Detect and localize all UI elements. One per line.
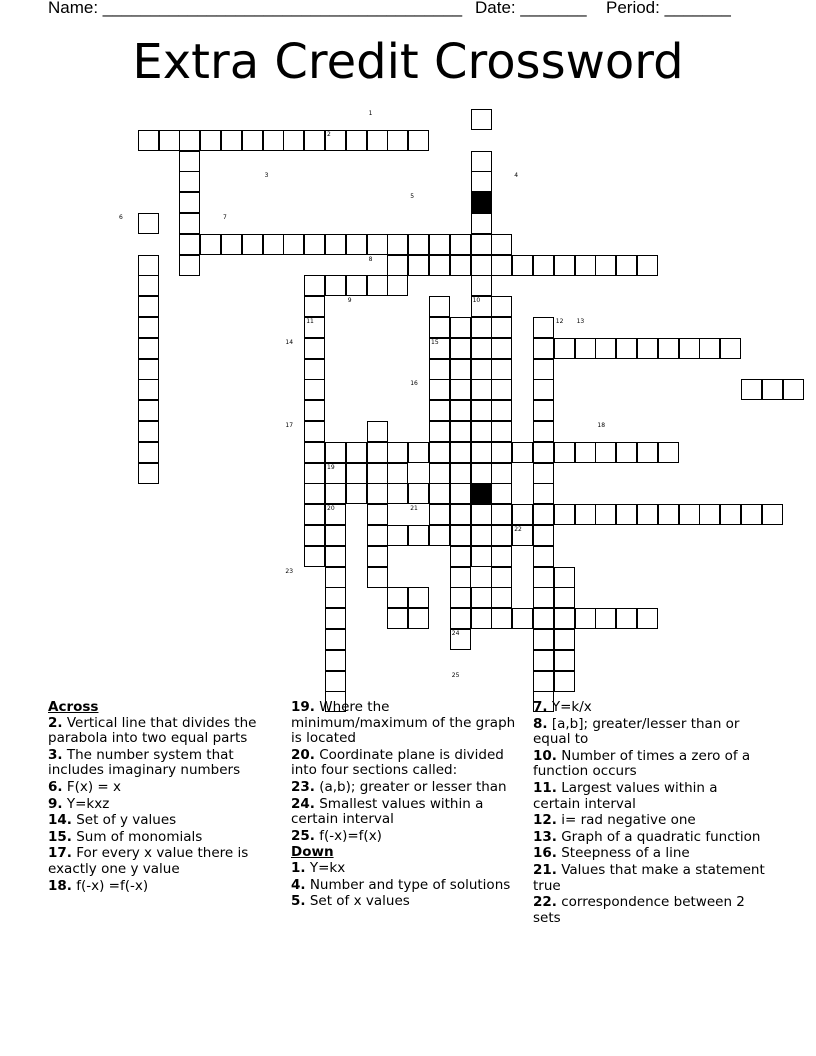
grid-cell[interactable] — [138, 275, 159, 296]
clue-number-5: 5 — [410, 193, 415, 201]
grid-cell[interactable] — [595, 442, 616, 463]
clue-number-17: 17 — [285, 422, 294, 429]
clue-across-6: 6. F(x) = x — [48, 778, 121, 795]
grid-cell[interactable] — [471, 504, 492, 525]
grid-cell[interactable] — [533, 525, 554, 546]
grid-cell[interactable] — [263, 234, 284, 255]
grid-cell[interactable] — [179, 130, 200, 151]
grid-cell[interactable] — [304, 483, 325, 504]
grid-cell[interactable] — [533, 567, 554, 588]
grid-cell[interactable] — [367, 463, 388, 484]
clue-column-2 — [291, 700, 521, 911]
grid-cell[interactable] — [533, 504, 554, 525]
clue-number-9: 9 — [347, 297, 352, 305]
grid-cell[interactable] — [533, 629, 554, 650]
clue-across-20: 20. Coordinate plane is divided into four sections called: — [291, 746, 504, 779]
grid-cell[interactable] — [471, 546, 492, 567]
grid-cell[interactable] — [491, 525, 512, 546]
grid-cell[interactable] — [471, 463, 492, 484]
grid-cell[interactable] — [325, 442, 346, 463]
grid-cell[interactable] — [471, 608, 492, 629]
clue-across-3: 3. The number system that includes imaginary numbers — [48, 746, 241, 779]
clue-down-13: 13. Graph of a quadratic function — [533, 828, 761, 845]
clue-across-2: 2. Vertical line that divides the parabola into two equal parts — [48, 714, 257, 747]
grid-cell[interactable] — [138, 317, 159, 338]
clue-number-19: 19 — [327, 463, 335, 471]
grid-cell[interactable] — [325, 234, 346, 255]
grid-cell[interactable] — [533, 359, 554, 380]
grid-cell[interactable] — [783, 379, 804, 400]
grid-cell[interactable] — [533, 483, 554, 504]
grid-cell[interactable] — [429, 400, 450, 421]
grid-cell[interactable] — [533, 608, 554, 629]
grid-cell[interactable] — [450, 255, 471, 276]
grid-cell[interactable] — [616, 338, 637, 359]
grid-cell[interactable] — [471, 525, 492, 546]
grid-cell[interactable] — [450, 525, 471, 546]
grid-cell[interactable] — [533, 338, 554, 359]
grid-cell[interactable] — [429, 483, 450, 504]
clue-number-14: 14 — [285, 338, 294, 346]
grid-cell[interactable] — [387, 483, 408, 504]
grid-cell[interactable] — [367, 504, 388, 525]
clue-across-23: 23. (a,b); greater or lesser than — [291, 778, 507, 795]
grid-cell[interactable] — [450, 567, 471, 588]
clue-number-8: 8 — [368, 255, 373, 263]
grid-cell[interactable] — [533, 546, 554, 567]
grid-cell[interactable] — [533, 317, 554, 338]
grid-cell[interactable] — [491, 317, 512, 338]
down-heading: Down — [291, 844, 334, 861]
grid-cell[interactable] — [387, 463, 408, 484]
grid-cell[interactable] — [450, 608, 471, 629]
clue-column-1 — [48, 700, 288, 895]
grid-cell[interactable] — [512, 442, 533, 463]
grid-cell[interactable] — [304, 421, 325, 442]
grid-cell[interactable] — [325, 275, 346, 296]
grid-cell[interactable] — [304, 130, 325, 151]
grid-cell[interactable] — [450, 483, 471, 504]
clue-down-16: 16. Steepness of a line — [533, 845, 690, 862]
grid-cell[interactable] — [512, 504, 533, 525]
grid-cell[interactable] — [179, 151, 200, 172]
grid-cell[interactable] — [346, 463, 367, 484]
grid-cell[interactable] — [408, 442, 429, 463]
clue-down-10: 10. Number of times a zero of a function occurs — [533, 747, 751, 780]
grid-cell[interactable] — [491, 255, 512, 276]
grid-cell[interactable] — [554, 255, 575, 276]
grid-cell[interactable] — [325, 525, 346, 546]
grid-cell[interactable] — [658, 504, 679, 525]
grid-cell[interactable] — [263, 130, 284, 151]
grid-cell[interactable] — [138, 379, 159, 400]
grid-cell[interactable] — [429, 525, 450, 546]
grid-cell[interactable] — [533, 255, 554, 276]
grid-cell[interactable] — [367, 275, 388, 296]
grid-cell[interactable] — [575, 442, 596, 463]
grid-cell[interactable] — [408, 255, 429, 276]
grid-cell[interactable] — [346, 234, 367, 255]
grid-cell[interactable] — [699, 504, 720, 525]
grid-cell[interactable] — [408, 587, 429, 608]
grid-cell[interactable] — [720, 504, 741, 525]
clue-number-22: 22 — [514, 526, 522, 533]
grid-cell[interactable] — [387, 255, 408, 276]
grid-cell[interactable] — [304, 296, 325, 317]
grid-cell[interactable] — [138, 463, 159, 484]
grid-cell[interactable] — [408, 234, 429, 255]
grid-cell[interactable] — [429, 504, 450, 525]
grid-cell[interactable] — [200, 234, 221, 255]
grid-cell[interactable] — [221, 130, 242, 151]
grid-cell[interactable] — [429, 255, 450, 276]
grid-cell[interactable] — [325, 546, 346, 567]
clue-number-13: 13 — [576, 318, 585, 325]
grid-cell[interactable] — [429, 296, 450, 317]
grid-cell[interactable] — [471, 234, 492, 255]
grid-cell[interactable] — [491, 608, 512, 629]
grid-cell[interactable] — [367, 567, 388, 588]
clue-number-15: 15 — [431, 338, 439, 346]
grid-cell[interactable] — [512, 255, 533, 276]
grid-cell[interactable] — [554, 608, 575, 629]
grid-cell[interactable] — [408, 483, 429, 504]
grid-cell[interactable] — [471, 213, 492, 234]
grid-cell[interactable] — [325, 567, 346, 588]
grid-cell[interactable] — [304, 379, 325, 400]
grid-cell[interactable] — [595, 338, 616, 359]
clue-down-11: 11. Largest values within a certain interval — [533, 779, 718, 812]
clue-number-3: 3 — [264, 172, 269, 180]
clue-number-25: 25 — [451, 671, 460, 679]
grid-cell[interactable] — [533, 442, 554, 463]
grid-cell[interactable] — [616, 504, 637, 525]
grid-cell[interactable] — [346, 483, 367, 504]
grid-cell[interactable] — [658, 442, 679, 463]
grid-cell[interactable] — [679, 504, 700, 525]
grid-cell[interactable] — [471, 587, 492, 608]
clue-number-2: 2 — [327, 130, 331, 138]
clue-number-6: 6 — [119, 214, 123, 221]
grid-cell[interactable] — [554, 650, 575, 671]
grid-cell[interactable] — [387, 608, 408, 629]
grid-cell[interactable] — [491, 587, 512, 608]
clue-down-22: 22. correspondence between 2 sets — [533, 894, 745, 926]
clue-number-4: 4 — [514, 172, 519, 180]
grid-cell[interactable] — [616, 442, 637, 463]
grid-cell[interactable] — [450, 546, 471, 567]
grid-cell[interactable] — [450, 338, 471, 359]
grid-cell[interactable] — [304, 338, 325, 359]
grid-cell[interactable] — [471, 171, 492, 192]
grid-cell[interactable] — [471, 421, 492, 442]
clue-number-20: 20 — [327, 505, 335, 513]
grid-cell[interactable] — [554, 442, 575, 463]
grid-cell[interactable] — [179, 213, 200, 234]
grid-cell[interactable] — [429, 234, 450, 255]
grid-cell[interactable] — [138, 130, 159, 151]
grid-cell[interactable] — [387, 587, 408, 608]
grid-cell[interactable] — [429, 359, 450, 380]
grid-cell[interactable] — [429, 442, 450, 463]
grid-cell[interactable] — [491, 483, 512, 504]
grid-cell[interactable] — [429, 421, 450, 442]
clue-down-4: 4. Number and type of solutions — [291, 876, 511, 893]
grid-cell[interactable] — [450, 442, 471, 463]
grid-cell[interactable] — [699, 338, 720, 359]
grid-cell[interactable] — [637, 442, 658, 463]
grid-cell[interactable] — [408, 130, 429, 151]
clue-across-9: 9. Y=kxz — [48, 795, 110, 812]
grid-cell[interactable] — [471, 317, 492, 338]
clue-number-24: 24 — [451, 630, 460, 637]
clue-down-8: 8. [a,b]; greater/lesser than or equal to — [533, 715, 740, 748]
grid-cell[interactable] — [367, 483, 388, 504]
across-heading: Across — [48, 699, 99, 715]
grid-cell[interactable] — [387, 525, 408, 546]
grid-cell[interactable] — [637, 255, 658, 276]
clue-down-21: 21. Values that make a statement true — [533, 861, 765, 894]
grid-cell[interactable] — [575, 504, 596, 525]
grid-cell[interactable] — [491, 400, 512, 421]
grid-cell[interactable] — [429, 463, 450, 484]
grid-cell[interactable] — [471, 275, 492, 296]
grid-cell[interactable] — [741, 379, 762, 400]
clue-number-18: 18 — [597, 422, 606, 429]
grid-cell[interactable] — [450, 504, 471, 525]
grid-cell[interactable] — [595, 608, 616, 629]
grid-cell[interactable] — [554, 567, 575, 588]
grid-cell[interactable] — [491, 234, 512, 255]
grid-cell[interactable] — [512, 608, 533, 629]
grid-cell[interactable] — [387, 234, 408, 255]
grid-cell[interactable] — [346, 130, 367, 151]
grid-cell[interactable] — [325, 587, 346, 608]
grid-cell[interactable] — [367, 442, 388, 463]
grid-cell[interactable] — [325, 650, 346, 671]
grid-cell[interactable] — [200, 130, 221, 151]
grid-cell[interactable] — [450, 379, 471, 400]
grid-cell[interactable] — [304, 359, 325, 380]
grid-cell[interactable] — [429, 317, 450, 338]
grid-cell[interactable] — [387, 442, 408, 463]
grid-cell[interactable] — [304, 234, 325, 255]
grid-cell[interactable] — [367, 546, 388, 567]
grid-cell[interactable] — [554, 504, 575, 525]
clue-across-14: 14. Set of y values — [48, 812, 177, 829]
grid-cell[interactable] — [179, 234, 200, 255]
grid-cell[interactable] — [533, 463, 554, 484]
grid-cell[interactable] — [138, 442, 159, 463]
grid-cell[interactable] — [616, 255, 637, 276]
grid-cell[interactable] — [637, 504, 658, 525]
grid-cell[interactable] — [679, 338, 700, 359]
date-field[interactable]: Date: _______ — [475, 0, 587, 17]
grid-cell[interactable] — [491, 546, 512, 567]
grid-cell[interactable] — [304, 442, 325, 463]
clue-number-23: 23 — [285, 567, 294, 575]
grid-cell[interactable] — [367, 130, 388, 151]
grid-cell[interactable] — [554, 587, 575, 608]
grid-cell[interactable] — [242, 130, 263, 151]
grid-cell[interactable] — [450, 587, 471, 608]
clue-number-7: 7 — [223, 214, 227, 221]
grid-cell[interactable] — [325, 671, 346, 692]
grid-cell[interactable] — [575, 338, 596, 359]
grid-cell[interactable] — [179, 255, 200, 276]
grid-cell[interactable] — [159, 130, 180, 151]
clue-down-5: 5. Set of x values — [291, 893, 410, 910]
grid-cell[interactable] — [138, 400, 159, 421]
name-field[interactable]: Name: ______________________________________ — [48, 0, 463, 17]
grid-cell[interactable] — [658, 338, 679, 359]
grid-cell[interactable] — [471, 400, 492, 421]
grid-cell[interactable] — [283, 234, 304, 255]
grid-cell[interactable] — [575, 608, 596, 629]
grid-cell[interactable] — [637, 338, 658, 359]
grid-cell[interactable] — [533, 421, 554, 442]
clue-column-3 — [533, 700, 768, 927]
grid-cell[interactable] — [387, 275, 408, 296]
grid-cell[interactable] — [325, 629, 346, 650]
grid-cell[interactable] — [429, 379, 450, 400]
grid-cell[interactable] — [221, 234, 242, 255]
black-square — [471, 483, 492, 504]
grid-cell[interactable] — [491, 463, 512, 484]
clue-across-18: 18. f(-x) =f(-x) — [48, 877, 149, 894]
grid-cell[interactable] — [138, 338, 159, 359]
grid-cell[interactable] — [450, 317, 471, 338]
grid-cell[interactable] — [242, 234, 263, 255]
grid-cell[interactable] — [720, 338, 741, 359]
grid-cell[interactable] — [367, 525, 388, 546]
clue-number-11: 11 — [306, 318, 314, 325]
grid-cell[interactable] — [741, 504, 762, 525]
grid-cell[interactable] — [762, 504, 783, 525]
clue-number-21: 21 — [410, 505, 418, 513]
grid-cell[interactable] — [575, 255, 596, 276]
grid-cell[interactable] — [491, 296, 512, 317]
grid-cell[interactable] — [491, 379, 512, 400]
grid-cell[interactable] — [450, 421, 471, 442]
grid-cell[interactable] — [325, 608, 346, 629]
grid-cell[interactable] — [408, 525, 429, 546]
grid-cell[interactable] — [304, 504, 325, 525]
clue-number-12: 12 — [555, 318, 564, 325]
grid-cell[interactable] — [595, 255, 616, 276]
clue-across-25: 25. f(-x)=f(x) — [291, 827, 382, 844]
grid-cell[interactable] — [491, 442, 512, 463]
grid-cell[interactable] — [471, 442, 492, 463]
grid-cell[interactable] — [450, 400, 471, 421]
grid-cell[interactable] — [450, 359, 471, 380]
grid-cell[interactable] — [471, 379, 492, 400]
grid-cell[interactable] — [637, 608, 658, 629]
period-field[interactable]: Period: _______ — [606, 0, 731, 17]
grid-cell[interactable] — [533, 671, 554, 692]
grid-cell[interactable] — [554, 338, 575, 359]
grid-cell[interactable] — [408, 608, 429, 629]
grid-cell[interactable] — [491, 567, 512, 588]
grid-cell[interactable] — [491, 504, 512, 525]
grid-cell[interactable] — [138, 421, 159, 442]
clue-number-10: 10 — [472, 297, 481, 305]
grid-cell[interactable] — [138, 296, 159, 317]
clue-across-17: 17. For every x value there is exactly one y value — [48, 845, 249, 877]
grid-cell[interactable] — [179, 192, 200, 213]
clue-across-19: 19. Where the minimum/maximum of the graph is located — [291, 699, 516, 747]
grid-cell[interactable] — [283, 130, 304, 151]
grid-cell[interactable] — [533, 587, 554, 608]
grid-cell[interactable] — [138, 359, 159, 380]
grid-cell[interactable] — [304, 275, 325, 296]
grid-cell[interactable] — [491, 421, 512, 442]
grid-cell[interactable] — [346, 275, 367, 296]
grid-cell[interactable] — [450, 463, 471, 484]
black-square — [471, 192, 492, 213]
clue-across-24: 24. Smallest values within a certain interval — [291, 795, 484, 828]
grid-cell[interactable] — [387, 130, 408, 151]
grid-cell[interactable] — [179, 171, 200, 192]
clue-down-12: 12. i= rad negative one — [533, 812, 696, 829]
grid-cell[interactable] — [595, 504, 616, 525]
grid-cell[interactable] — [471, 151, 492, 172]
clue-down-7: 7. Y=k/x — [533, 699, 592, 715]
grid-cell[interactable] — [471, 338, 492, 359]
grid-cell[interactable] — [304, 546, 325, 567]
clue-number-1: 1 — [368, 110, 373, 117]
grid-cell[interactable] — [533, 379, 554, 400]
grid-cell[interactable] — [346, 442, 367, 463]
grid-cell[interactable] — [367, 421, 388, 442]
grid-cell[interactable] — [138, 255, 159, 276]
grid-cell[interactable] — [616, 608, 637, 629]
grid-cell[interactable] — [450, 234, 471, 255]
grid-cell[interactable] — [762, 379, 783, 400]
grid-cell[interactable] — [325, 483, 346, 504]
grid-cell[interactable] — [491, 338, 512, 359]
grid-cell[interactable] — [471, 359, 492, 380]
grid-cell[interactable] — [533, 400, 554, 421]
grid-cell[interactable] — [304, 463, 325, 484]
clue-down-1: 1. Y=kx — [291, 859, 346, 876]
page-title: Extra Credit Crossword — [132, 34, 684, 90]
grid-cell[interactable] — [491, 359, 512, 380]
clue-number-16: 16 — [410, 380, 418, 388]
grid-cell[interactable] — [471, 255, 492, 276]
grid-cell[interactable] — [367, 234, 388, 255]
grid-cell[interactable] — [554, 629, 575, 650]
grid-cell[interactable] — [304, 525, 325, 546]
grid-cell[interactable] — [471, 109, 492, 130]
clue-across-15: 15. Sum of monomials — [48, 828, 203, 845]
grid-cell[interactable] — [304, 400, 325, 421]
grid-cell[interactable] — [554, 671, 575, 692]
grid-cell[interactable] — [138, 213, 159, 234]
grid-cell[interactable] — [533, 650, 554, 671]
